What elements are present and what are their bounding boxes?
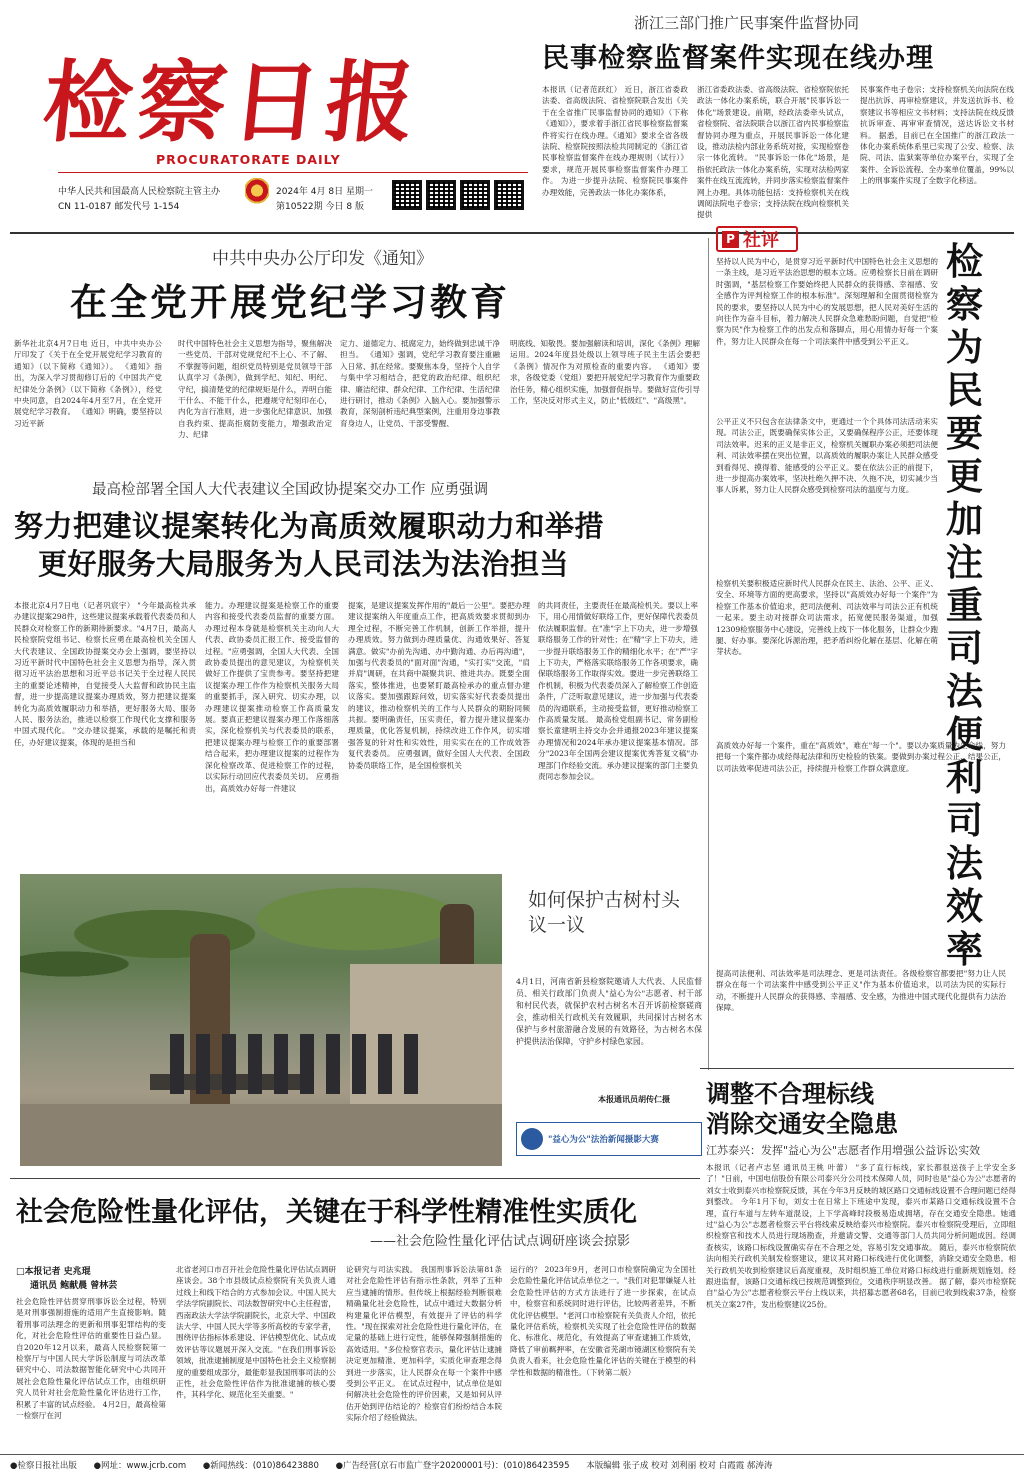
- editorial-badge: [716, 226, 798, 252]
- bottom-column: 社会危险性评估贯穿刑事诉讼全过程，特别是对刑事强制措施的适用产生直接影响。随着刑事司法理念的更新和刑事犯罪结构的变化，对社会危险性评估的重要性日益凸显。 自2020年12月以来，最高人民检察院第一检察厅与中国人民大学诉讼制度与司法改革研究中心、司法数据智能化研究中心共同开展社会危险性量化评估试点工作，由组织研究人员针对社会危险性量化评估进行工作，积累了丰富的试点经验。 4月2日，最高检第一检察厅在河: [16, 1297, 166, 1421]
- bottom-byline: □本报记者 史兆琨: [16, 1267, 91, 1277]
- news-photo: [20, 874, 502, 1166]
- photo-contest-badge: [516, 1122, 702, 1156]
- top-story-column: 浙江省委政法委、省高级法院、省检察院依托政法一体化办案系统，联合开展"民事诉讼一体化"场景建设。前期，经政法委牵头试点，省检察院、省法院联合以浙江省内民事检察监督协同办理为重点，开展民事诉讼一体化建设，推动法检内部业务系统对接，实现检察卷宗一体化流转。 "民事诉讼一体化"场景，是指依托政法一体化办案系统，实现对法检两家案件在线互流流转，并同步落实检察监督案件网上办理。具体功能包括：支持检察机关在线调阅法院电子卷宗；支持法院在线向检察机关提供: [697, 85, 849, 220]
- top-story-column: 民事案件电子卷宗；支持检察机关向法院在线提出抗诉、再审检察建议，并发送抗诉书、检察建议书等相应文书材料；支持法院在线反馈抗诉审查、再审审查情况，送达诉讼文书材料。 据悉，目前已在全国推广的浙江政法一体化办案系统体系里已实现了公安、检察、法院、司法、监狱案等单位办案平台，实现了全案件、全诉讼流程、全办案单位覆盖，99%以上的刑事案件实现了全数字化移送。: [860, 85, 1014, 186]
- bottom-column: 北省老河口市召开社会危险性量化评估试点调研座谈会。38个市县级试点检察院有关负责人通过线上和线下结合的方式参加会议。中国人民大学法学院副院长、司法数智研究中心主任程雷，西南政法大学法学院副院长，北京大学、中国政法大学、中国人民大学等多所高校的专家学者，围绕评估指标体系建设、评估模型优化、试点成效评估等议题展开深入交流。"在我们刑事诉讼领域，批准逮捕制度是中国特色社会主义检察制度的重要组成部分，最能彰显我国刑事司法的公正性，社会危险性评估作为批准逮捕的核心要件，其科学化、规范化至关重要。": [176, 1265, 336, 1400]
- footer-editor: 本版编辑 张子成 校对 刘利丽 校对 白霞霞 郝涛涛: [586, 1461, 773, 1471]
- footer-news-hotline: ●新闻热线：(010)86423880: [202, 1461, 319, 1471]
- editorial-paragraph: 公平正义不只包含在法律条文中，更通过一个个具体司法活动来实现。司法公正，既要确保实体公正，又要确保程序公正，还要体现司法效率。迟来的正义是非正义，检察机关履职办案必须把司法便利、司法效率摆在突出位置，以高质效的履职办案让人民群众感受到看得见、摸得着、能感受的公平正义。要在依法公正的前提下，进一步提高办案效率，坚决杜绝久押不决、久拖不决，切实减少当事人诉累，努力让人民群众感受到检察司法的温度与力度。: [716, 417, 938, 495]
- section-rule: [700, 1068, 1014, 1069]
- qr-code-icon[interactable]: [392, 180, 422, 210]
- masthead-cn-code: CN 11-0187 邮发代号 1-154: [58, 202, 180, 212]
- masthead-issue: 第10522期 今日 8 版: [276, 202, 364, 212]
- lead-kicker: 中共中央办公厅印发《通知》: [212, 249, 433, 269]
- contest-logo-icon: [521, 1128, 543, 1150]
- masthead-sponsor: 中华人民共和国最高人民检察院主管主办: [58, 187, 221, 197]
- editorial-divider: [708, 238, 709, 1070]
- masthead-rule: [58, 172, 528, 173]
- editorial-paragraph: 检察机关要积极适应新时代人民群众在民主、法治、公平、正义、安全、环境等方面的更高要求，坚持以"高质效办好每一个案件"为检察工作基本价值追求，把司法便利、司法效率与司法公正有机统一起来。要主动对接群众司法需求，拓宽便民服务渠道，加强12309检察服务中心建设，完善线上线下一体化服务，让群众少跑腿、好办事。要深化诉源治理，把矛盾纠纷化解在基层、化解在萌芽状态。: [716, 579, 938, 657]
- editorial-lead: 坚持以人民为中心，是贯穿习近平新时代中国特色社会主义思想的一条主线，是习近平法治思想的根本立场。应勇检察长日前在调研时强调，"基层检察工作要始终把人民群众的获得感、幸福感、安全感作为评判检察工作的根本标准"。深刻理解和全面贯彻检察为民的要求，要坚持以人民为中心的发展思想，把人民对美好生活的向往作为奋斗目标，着力解决人民群众急难愁盼问题，自觉把"检察为民"作为检察工作的出发点和落脚点，用心用情办好每一个案件，努力让人民群众在每一个司法案件中感受到公平正义。: [716, 257, 938, 346]
- photo-credit: 本报通讯员胡传仁摄: [598, 1095, 670, 1104]
- footer-bar: [0, 1454, 1024, 1473]
- second-column: 的共同责任，主要责任在最高检机关。要以上率下，用心用情做好联络工作，更好保障代表委员依法履职监督。在"准"字上下功夫，进一步增强联络服务工作的针对性；在"精"字上下功夫，进一步提升联络服务工作的精细化水平；在"严"字上下功夫，严格落实联络服务工作各项要求，确保联络服务工作取得实效。要进一步完善联络工作机制，积极为代表委员深入了解检察工作创造条件，广泛听取意见建议，进一步加强与代表委员的沟通联系，主动接受监督，更好推动检察工作高质量发展。 最高检党组副书记、常务副检察长童建明主持交办会并通报2023年建议提案办理情况和2024年承办建议提案基本情况。部分"2023年全国两会建议提案优秀答复文稿"办理部门作经验交流。承办建议提案的部门主要负责同志参加会议。: [538, 601, 698, 782]
- second-headline-1: 努力把建议提案转化为高质效履职动力和举措: [14, 509, 605, 543]
- second-column: 能力。办理建议提案是检察工作的重要内容和接受代表委员监督的重要方面。办理过程本身就是检察机关主动向人大代表、政协委员汇报工作、接受监督的过程。"应勇强调，全国人大代表、全国政协委员提出的意见建议，为检察机关做好工作提供了宝贵参考。要坚持把建议提案办理工作作为检察机关服务大局的重要抓手，深入研究、切实办理，以办理建议提案推动检察工作高质量发展。要真正把建议提案办理工作落细落实，深化检察机关与代表委员的联系，把建议提案办理与检察工作的重要部署结合起来，把办理建议提案的过程作为深化检察改革、促进检察工作的过程，以实际行动回应代表委员关切。 应勇指出，高质效办好每一件建议: [205, 601, 339, 793]
- bottom-column: 论研究与司法实践。 我国刑事诉讼法第81条对社会危险性评估有指示性条款，列举了五种应当逮捕的情形。但传统上根据经验判断很难精确量化社会危险性，试点中通过大数据分析构建量化评估模型，有效提升了评估的科学性。"现在探索对社会危险性进行量化评估，在定量的基础上进行定性，能够保障强制措施的高效适用。"多位检察官表示，量化评估让逮捕决定更加精准、更加科学，实质化审查理念得到进一步落实，让人民群众在每一个案件中感受到公平正义。 在试点过程中，试点单位是如何解决社会危险性的评价因素，又是如何从评估开始到评估结论的？检察官们纷纷结合本院实际介绍了经验做法。: [346, 1265, 502, 1423]
- top-story-headline: 民事检察监督案件实现在线办理: [542, 43, 934, 74]
- masthead-subtitle: PROCURATORATE DAILY: [156, 152, 341, 167]
- editorial-paragraph: 提高司法便利、司法效率是司法理念、更是司法责任。各级检察官都要把"努力让人民群众在每一个司法案件中感受到公平正义"作为基本价值追求，以司法为民的实际行动，不断提升人民群众的获得感、幸福感、安全感，为推进中国式现代化提供有力法治保障。: [716, 969, 1006, 1013]
- traffic-body: 本报讯（记者卢志坚 通讯员王桃 叶蕾） "多了直行标线，家长都很送孩子上学安全多了！"日前，中国电信股份有限公司泰兴分公司技术保障人员，同时也是"益心为公"志愿者的刘女士收到泰兴市检察院反馈，其在今年3月反映的城区路口交通标线设置不合理问题已经得到整改。 今年1月下旬，刘女士在日常上下班途中发现，泰兴市某路口交通标线设置不合理，直行车道与左转车道混设，上下学高峰时段极易造成拥堵，存在交通安全隐患。她通过"益心为公"志愿者检察云平台将线索反映给泰兴市检察院。泰兴市检察院受理后，立即组织检察官和技术人员进行现场勘查，并邀请交警、交通等部门人员共同分析问题成因。经调查核实，该路口标线设置确实存在不合理之处，容易引发交通事故。 随后，泰兴市检察院依法向相关行政机关制发检察建议，建议其对路口标线进行优化调整，消除交通安全隐患。相关行政机关收到检察建议后高度重视，及时组织施工单位对路口标线进行重新规划施划。经跟进监督，该路口交通标线已按规范调整到位，交通秩序明显改善。 据了解，泰兴市检察院自"益心为公"志愿者检察云平台上线以来，共招募志愿者68名，目前已收到线索37条，检察机关立案27件，发出检察建议25份。: [706, 1163, 1016, 1309]
- section-rule: [10, 1178, 700, 1179]
- second-column: 本报北京4月7日电（记者巩宸宇） "今年最高检共承办建议提案298件，这些建议提案承载着代表委员和人民群众对检察工作的新期待新要求。"4月7日，最高人民检察院党组书记、检察长应勇在最高检机关全国人大代表建议、全国政协提案交办会上强调，要坚持以习近平新时代中国特色社会主义思想为指导，深入贯彻习近平法治思想和习近平总书记关于全过程人民民主的重要论述精神，自觉接受人大监督和政协民主监督，进一步提高建议提案办理质效，努力把建议提案转化为高质效履职动力和举措，更好服务大局、服务人民、服务法治，推进以检察工作现代化支撑和服务中国式现代化。 "交办建议提案，承载的是嘱托和责任，办好建议提案，体现的是担当和: [14, 601, 196, 747]
- national-emblem-icon: [245, 178, 269, 206]
- photo-story-caption: 4月1日，河南省新县检察院邀请人大代表、人民监督员、相关行政部门负责人"益心为公"志愿者、村干部和村民代表，就保护农村古树名木召开诉前检察磋商会，推动相关行政机关有效履职，共同探讨古树名木保护与乡村旅游融合发展的有效路径，为古树名木保护提供法治保障，守护乡村绿色家园。: [516, 977, 702, 1046]
- traffic-kicker: 江苏泰兴：发挥"益心为公"志愿者作用增强公益诉讼实效: [706, 1144, 981, 1157]
- second-kicker: 最高检部署全国人大代表建议全国政协提案交办工作 应勇强调: [92, 482, 489, 498]
- contest-label: "益心为公"法治新闻摄影大赛: [548, 1135, 659, 1145]
- editorial-badge-label: 社评: [743, 230, 779, 251]
- photo-story-headline: 如何保护古树村头议一议: [528, 889, 681, 936]
- editorial-paragraph: 高质效办好每一个案件，重在"高质效"，难在"每一个"。要以办案质量为生命线，努力把每一个案件都办成经得起法律和历史检验的铁案。要做到办案过程公正、结果公正，以司法效率促进司法公正，持续提升检察工作群众满意度。: [716, 741, 1006, 773]
- traffic-headline-1: 调整不合理标线: [706, 1079, 874, 1108]
- qr-code-icon[interactable]: [494, 180, 524, 210]
- traffic-headline-2: 消除交通安全隐患: [706, 1109, 898, 1138]
- lead-column: 时代中国特色社会主义思想为指导，聚焦解决一些党员、干部对党规党纪不上心、不了解、不掌握等问题，组织党员特别是党员领导干部认真学习《条例》，做到学纪、知纪、明纪、守纪，搞清楚党的纪律规矩是什么，弄明白能干什么、不能干什么，把遵规守纪刻印在心，内化为言行准则，进一步强化纪律意识、加强自我约束、提高拒腐防变能力，增强政治定力、纪律: [178, 339, 332, 440]
- second-headline-2: 更好服务大局服务为人民司法为法治担当: [38, 547, 570, 581]
- footer-ad: ●广告经营(京石市监广登字20200001号)：(010)86423595: [335, 1461, 570, 1471]
- footer-website[interactable]: ●网址：www.jcrb.com: [93, 1461, 187, 1471]
- people-group: [170, 1034, 430, 1094]
- editorial-badge-icon: P: [722, 231, 739, 248]
- qr-code-icon[interactable]: [460, 180, 490, 210]
- bottom-headline: 社会危险性量化评估，关键在于科学性精准性实质化: [16, 1197, 637, 1228]
- lead-headline: 在全党开展党纪学习教育: [70, 280, 510, 324]
- top-story-column: 本报讯（记者范跃红） 近日，浙江省委政法委、省高级法院、省检察院联合发出《关于在全省推广民事监督协同的通知》（下称《通知》），要求着手浙江省民事检察监督案件将实行在线办理。《通知》要求全省各级法院、检察院按照法检共同制定的《浙江省民事检察监督案件在线办理规则（试行）》要求，规范开展民事检察监督案件办理工作。 为进一步提升法院、检察院民事案件办理效能，完善政法一体化办案体系，: [542, 85, 688, 197]
- bottom-column: 运行的？ 2023年9月，老河口市检察院确定为全国社会危险性量化评估试点单位之一。"我们对犯罪嫌疑人社会危险性评估的方式方法进行了进一步探索，在试点中，检察官和系统同时进行评估，比较两者差异，不断优化评估模型。"老河口市检察院有关负责人介绍，依托量化评估系统，检察机关实现了社会危险性评估的数据化、标准化、规范化，有效提高了审查逮捕工作质效，降低了审前羁押率，在安徽省芜湖市镜湖区检察院有关负责人看来，社会危险性量化评估的关键在于模型的科学性和数据的精准性。（下转第二版）: [510, 1265, 696, 1377]
- bottom-byline: 通讯员 鲍献晨 曾林芸: [30, 1281, 118, 1291]
- lead-column: 明底线、知敬畏。要加强解读和培训，深化《条例》理解运用。2024年度县处级以上领导班子民主生活会要把《条例》情况作为对照检查的重要内容。 《通知》要求，各级党委（党组）要把开展党纪学习教育作为重要政治任务，精心组织实施，加强督促指导。要做好宣传引导工作，坚决反对形式主义，防止"低级红"、"高级黑"。: [510, 339, 700, 406]
- section-rule: [10, 232, 1014, 234]
- masthead-date: 2024年 4月 8日 星期一: [276, 187, 373, 197]
- top-story-kicker: 浙江三部门推广民事案件监督协同: [634, 14, 860, 32]
- lead-column: 新华社北京4月7日电 近日，中共中央办公厅印发了《关于在全党开展党纪学习教育的通知》（以下简称《通知》）。 《通知》指出，为深入学习贯彻修订后的《中国共产党纪律处分条例》（以下简称《条例》），经党中央同意，自2024年4月至7月，在全党开展党纪学习教育。 《通知》明确，要坚持以习近平新: [14, 339, 162, 428]
- lead-column: 定力、道德定力、抵腐定力，始终做到忠诚干净担当。 《通知》强调，党纪学习教育要注重融入日常、抓在经常。要聚焦本身，坚持个人自学与集中学习相结合，把党的政治纪律、组织纪律、廉洁纪律、群众纪律、工作纪律、生活纪律进行研讨，推动《条例》入脑入心。要加强警示教育，深刻剖析违纪典型案例，注重用身边事教育身边人，让党员、干部受警醒、: [340, 339, 500, 428]
- ground: [20, 1104, 502, 1166]
- editorial-headline: 检察为民要更加注重司法便利司法效率: [946, 239, 983, 971]
- second-column: 提案，是建议提案发挥作用的"最后一公里"。要把办理建议提案纳入年度重点工作，把高质效要求贯彻到办理全过程，不断完善工作机制，创新工作举措，提升办理质效。努力做到办理质量优、沟通效果好、答复满意。做实"办前先沟通、办中勤沟通、办后再沟通"，加强与代表委员的"面对面"沟通，"实打实"交流，"肩并肩"调研，在共商中凝聚共识、推进共办。既要全面落实，整体推进，也要紧盯最高检承办的重点督办建议落实。要加强跟踪问效，切实落实好代表委员提出的建议，推动检察机关的工作与人民群众的期盼同频共振。要明确责任，压实责任，着力提升建议提案办理质量，优化答复机制，持续改进工作作风，切实增强答复的针对性和实效性，用实实在在的工作成效答复代表委员。 应勇强调，做好全国人大代表、全国政协委员联络工作，是全国检察机关: [348, 601, 530, 770]
- masthead-title: 检察日报: [38, 50, 426, 154]
- qr-code-icon[interactable]: [426, 180, 456, 210]
- bottom-subhead: ——社会危险性量化评估试点调研座谈会掠影: [370, 1234, 631, 1249]
- footer-publisher: ●检察日报社出版: [10, 1461, 77, 1471]
